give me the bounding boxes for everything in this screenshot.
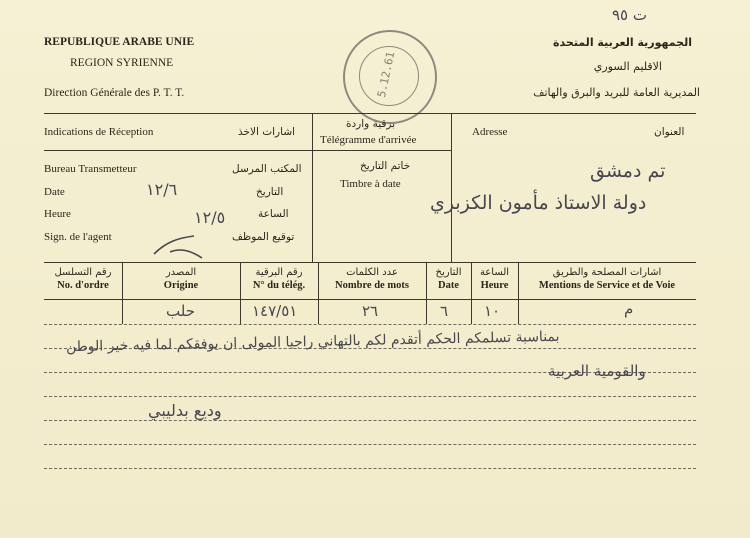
field-heure-value: ١٢/٥ bbox=[194, 208, 226, 227]
field-sign-ar: توقيع الموظف bbox=[232, 231, 295, 243]
header-ar-line1: الجمهورية العربية المتحدة bbox=[553, 36, 692, 49]
field-bureau-ar: المكتب المرسل bbox=[232, 163, 302, 175]
timbre-ar: خاتم التاريخ bbox=[360, 160, 411, 172]
header-fr-line1: REPUBLIQUE ARABE UNIE bbox=[44, 36, 195, 48]
adresse-ar: العنوان bbox=[654, 126, 685, 138]
corner-mark: ت ٩٥ bbox=[612, 6, 648, 24]
timbre-fr: Timbre à date bbox=[340, 178, 401, 190]
message-line1: بمناسبة تسلمكم الحكم أتقدم لكم بالتهاني راجيا المولى ان يوفقكم لما فيه خير الوطن bbox=[65, 328, 560, 356]
value-no-teleg: ١٤٧/٥١ bbox=[252, 302, 298, 320]
value-date: ٦ bbox=[440, 302, 449, 320]
field-date-value: ١٢/٦ bbox=[146, 180, 178, 199]
header-fr-line2: REGION SYRIENNE bbox=[70, 57, 174, 69]
field-date-fr: Date bbox=[44, 186, 65, 198]
postmark-stamp bbox=[343, 30, 437, 124]
field-heure-fr: Heure bbox=[44, 208, 71, 220]
col-nombre-mots: عدد الكلمات Nombre de mots bbox=[335, 267, 409, 291]
field-sign-fr: Sign. de l'agent bbox=[44, 231, 112, 243]
adresse-fr: Adresse bbox=[472, 126, 508, 138]
telegram-fr: Télégramme d'arrivée bbox=[320, 134, 417, 146]
value-nombre-mots: ٢٦ bbox=[362, 302, 379, 320]
field-bureau-fr: Bureau Transmetteur bbox=[44, 163, 137, 175]
header-fr-line3: Direction Générale des P. T. T. bbox=[44, 87, 185, 99]
value-origine: حلب bbox=[166, 302, 195, 320]
telegram-ar: برقية واردة bbox=[346, 118, 396, 130]
address-line1: تم دمشق bbox=[590, 160, 666, 182]
field-date-ar: التاريخ bbox=[256, 186, 284, 198]
col-no-ordre: رقم التسلسل No. d'ordre bbox=[54, 267, 112, 291]
field-heure-ar: الساعة bbox=[258, 208, 289, 220]
header-ar-line3: المديرية العامة للبريد والبرق والهاتف bbox=[533, 86, 700, 99]
sender-signature: وديع بدليبي bbox=[148, 401, 222, 420]
reception-label-fr: Indications de Réception bbox=[44, 126, 154, 138]
col-date: التاريخ Date bbox=[435, 267, 462, 291]
col-heure: الساعة Heure bbox=[479, 267, 510, 291]
value-mentions: م bbox=[624, 300, 634, 318]
agent-signature-icon bbox=[150, 232, 210, 262]
postmark-date: 5.12.61 bbox=[375, 50, 398, 99]
header-ar-line2: الاقليم السوري bbox=[593, 60, 662, 73]
col-mentions: اشارات المصلحة والطريق Mentions de Service et de Voie bbox=[538, 267, 676, 291]
col-no-teleg: رقم البرقية N° du télég. bbox=[252, 267, 306, 291]
value-heure: ١٠ bbox=[484, 302, 501, 320]
col-origine: المصدر Origine bbox=[163, 267, 199, 291]
address-line2: دولة الاستاذ مأمون الكزبري bbox=[430, 192, 647, 214]
reception-label-ar: اشارات الاخذ bbox=[238, 126, 296, 138]
message-line2: والقومية العربية bbox=[548, 362, 646, 380]
